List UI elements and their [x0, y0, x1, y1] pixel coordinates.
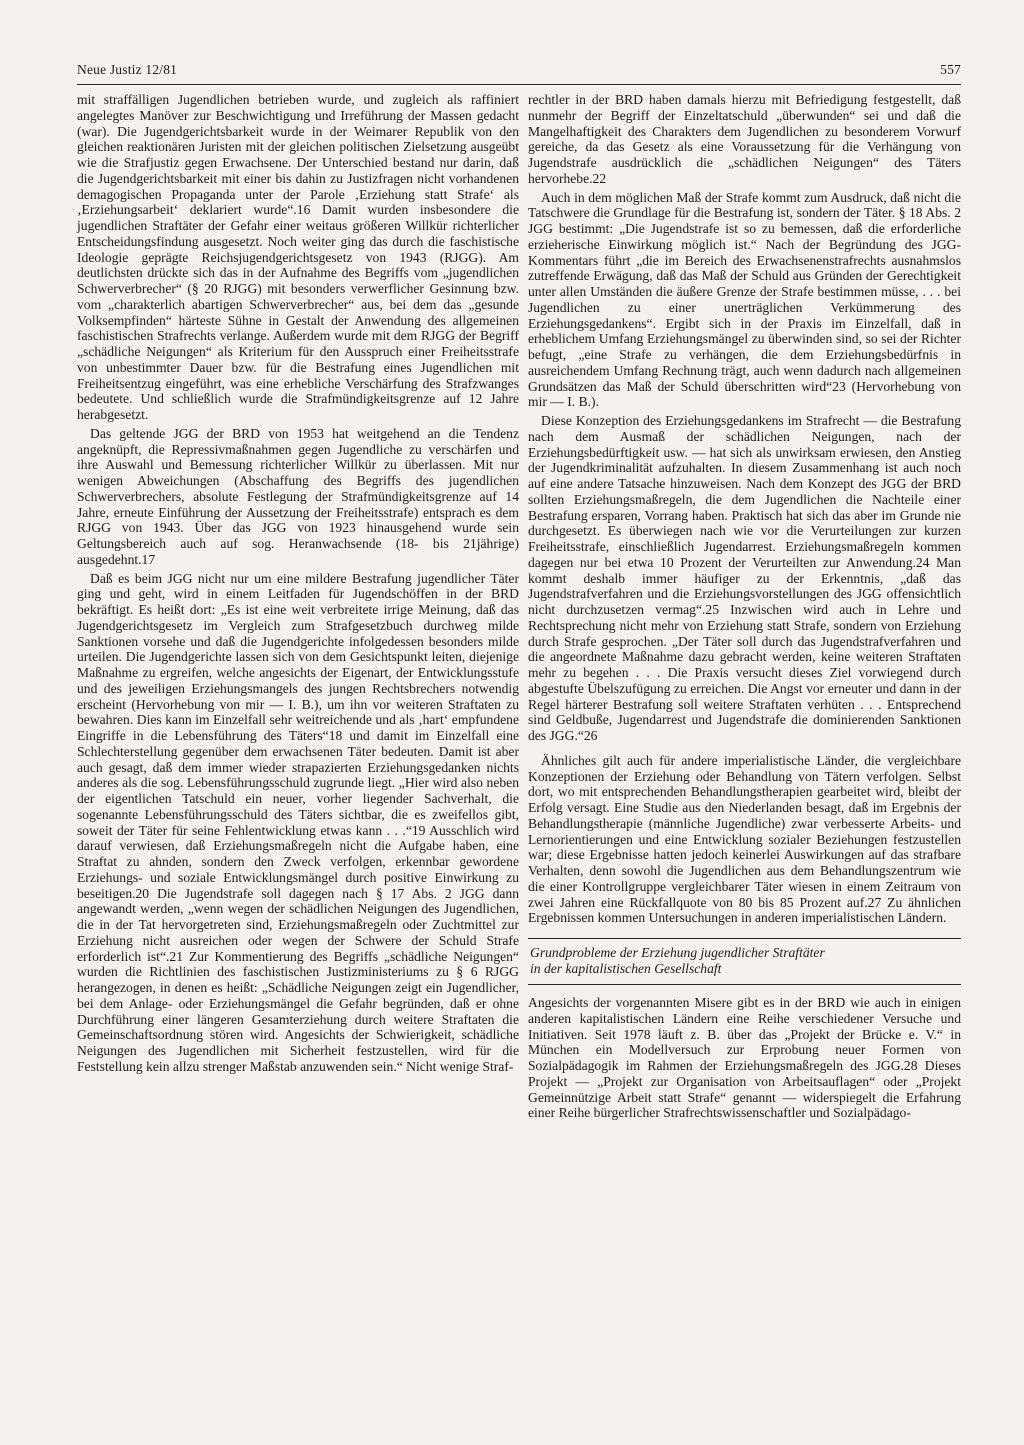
page-header [77, 62, 961, 78]
journal-title: Neue Justiz 12/81 [77, 62, 178, 77]
page-number: 557 [940, 62, 961, 77]
right-column [528, 92, 961, 1121]
section-heading-line-2: in der kapitalistischen Gesellschaft [530, 960, 722, 976]
right-paragraph-2: Auch in dem möglichen Maß der Strafe kommt zum Ausdruck, daß nicht die Tatschwere die Grundlage für die Bestrafung ist, sondern der Täter. § 18 Abs. 2 JGG bestimmt: „Die Jugendstrafe ist so zu bemessen, daß die erforderliche erzieherische Einwirkung möglich ist.“ Nach der Begründung des JGG-Kommentars führt „die im Bereich des Erwachsenenstrafrechts ausnahmslos zutreffende Erwägung, daß das Maß der Schuld aus Gründen der Gerechtigkeit unter allen Umständen die äußere Grenze der Strafe bestimmen müsse, . . . bei Jugendlichen zu einer unerträglichen Verkümmerung des Erziehungsgedankens“. Ergibt sich in der Praxis im Einzelfall, daß in erheblichem Umfang Erziehungsmängel zu überwinden sind, so sei der Richter befugt, „eine Strafe zu verhängen, die dem Erziehungsbedürfnis in ausreichendem Umfang Rechnung trägt, auch wenn dadurch nach allgemeinen Grundsätzen das Maß der Schuld überschritten wird“23 (Hervorhebung von mir — I. B.). [528, 189, 961, 410]
section-heading-line-1: Grundprobleme der Erziehung jugendlicher Straftäter [530, 945, 825, 960]
right-paragraph-3: Diese Konzeption des Erziehungsgedankens im Strafrecht — die Bestrafung nach dem Ausmaß der schädlichen Neigungen, nach der Erziehungsbedürftigkeit usw. — hat sich als unwirksam erwiesen, den Anstieg der Jugendkriminalität aufzuhalten. In diesem Zusammenhang ist auch noch auf eine andere Tatsache hinzuweisen. Nach dem Konzept des JGG der BRD sollten Erziehungsmaßregeln, die dem Jugendlichen die Nachteile einer Bestrafung ersparen, Vorrang haben. Praktisch hat sich das aber im Grunde nie durchgesetzt. Es überwiegen nach wie vor die Verurteilungen zur kurzen Freiheitsstrafe, einschließlich Jugendarrest. Erziehungsmaßregeln kommen dagegen nur bei etwa 10 Prozent der Verurteilten zur Anwendung.24 Man kommt deshalb immer häufiger zu der Erkenntnis, „daß das Jugendstrafverfahren und die Erziehungsvorstellungen des JGG offensichtlich nicht durchzusetzen vermag“.25 Inzwischen wird auch in Lehre und Rechtsprechung nicht mehr von Erziehung statt Strafe, sondern von Erziehung durch Strafe gesprochen. „Der Täter soll durch das Jugendstrafverfahren und die angeordnete Maßnahme dazu gebracht werden, keine weiteren Straftaten mehr zu begehen . . . Die Praxis versucht dieses Ziel vorwiegend durch abgestufte Übelszufügung zu erreichen. Die Angst vor erneuter und dann in der Regel härterer Bestrafung soll weitere Straftaten verhüten . . . Entsprechend sind Geldbuße, Jugendarrest und Jugendstrafe die dominierenden Sanktionen des JGG.“26 [528, 413, 961, 743]
left-paragraph-2: Das geltende JGG der BRD von 1953 hat weitgehend an die Tendenz angeknüpft, die Repressivmaßnahmen gegen Jugendliche zu verschärfen und ihre Auswahl und Bemessung richterlicher Willkür zu überlassen. Mit nur wenigen Abweichungen (Abschaffung des Begriffs des jugendlichen Schwerverbrechers, absolute Festlegung der Strafmündigkeitsgrenze auf 14 Jahre, erneute Einführung der Aussetzung der Freiheitsstrafe) entsprach es dem RJGG von 1943. Über das JGG von 1923 hinausgehend wurde sein Geltungsbereich auch auf sog. Heranwachsende (18- bis 21jährige) ausgedehnt.17 [77, 425, 519, 567]
right-paragraph-5: Angesichts der vorgenannten Misere gibt es in der BRD wie auch in einigen anderen kapitalistischen Ländern eine Reihe verschiedener Versuche und Initiativen. Seit 1978 läuft z. B. über das „Projekt der Brücke e. V.“ in München ein Modellversuch zur Erprobung neuer Formen von Sozialpädagogik im Rahmen der Erziehungsmaßregeln des JGG.28 Dieses Projekt — „Projekt zur Organisation von Arbeitsauflagen“ oder „Projekt Gemeinnützige Arbeit statt Strafe“ genannt — widerspiegelt die Erfahrung einer Reihe bürgerlicher Strafrechtswissenschaftler und Sozialpädago- [528, 995, 961, 1121]
left-column [77, 92, 519, 1075]
left-paragraph-1: mit straffälligen Jugendlichen betrieben wurde, und zugleich als raffiniert angelegtes Manöver zur Beschwichtigung und Irreführung der Massen gedacht (war). Die Jugendgerichtsbarkeit wurde in der Weimarer Republik von den gleichen reaktionären Juristen mit der gleichen politischen Zielsetzung ausgeübt wie die Strafjustiz gegen Erwachsene. Der Unterschied bestand nur darin, daß die Jugendgerichtsbarkeit mit einer bis dahin zu Justizfragen nicht vorhandenen demagogischen Propaganda unter der Parole ‚Erziehung statt Strafe‘ als ‚Erziehungsarbeit‘ deklariert wurde“.16 Damit wurden insbesondere die jugendlichen Straftäter der Gefahr einer weitaus größeren Willkür richterlicher Entscheidungsfindung ausgesetzt. Noch weiter ging das durch die faschistische Ideologie geprägte Reichsjugendgerichtsgesetz von 1943 (RJGG). Am deutlichsten drückte sich das in der Aufnahme des Begriffs vom „jugendlichen Schwerverbrecher“ (§ 20 RJGG) mit besonders verwerflicher Gesinnung bzw. vom „charakterlich abartigen Schwerverbrecher“ aus, bei dem das „gesunde Volksempfinden“ härteste Sühne in Gestalt der Anwendung des allgemeinen faschistischen Strafrechts verlange. Außerdem wurde mit dem RJGG der Begriff „schädliche Neigungen“ als Kriterium für den Ausspruch einer Freiheitsstrafe von unbestimmter Dauer bzw. für die Bestrafung eines Jugendlichen mit Freiheitsentzug eingeführt, was eine erhebliche Verschärfung des Strafzwanges bedeutete. Und schließlich wurde die Strafmündigkeitsgrenze auf 12 Jahre herabgesetzt. [77, 92, 519, 422]
left-paragraph-3: Daß es beim JGG nicht nur um eine mildere Bestrafung jugendlicher Täter ging und geht, wird in einem Leitfaden für Jugendschöffen in der BRD bekräftigt. Es heißt dort: „Es ist eine weit verbreitete irrige Meinung, daß das Jugendgerichtsgesetz im Vergleich zum Strafgesetzbuch durchweg milde Sanktionen vorsehe und daß die Jugendgerichte infolgedessen besonders milde urteilen. Die Jugendgerichte lassen sich von dem Gesichtspunkt leiten, diejenige Maßnahme zu ergreifen, welche angesichts der Eigenart, der Entwicklungsstufe und des jeweiligen Erziehungsmangels des jungen Rechtsbrechers notwendig erscheint (Hervorhebung von mir — I. B.), um ihn vor weiteren Straftaten zu bewahren. Dies kann im Einzelfall sehr weitreichende und als ‚hart‘ empfundene Eingriffe in die Lebensführung des Täters“18 und damit im Einzelfall eine Schlechterstellung gegenüber dem erwachsenen Täter bedeuten. Damit ist aber auch gesagt, daß dem immer wieder strapazierten Erziehungsgedanken nichts anderes als die sog. Lebensführungsschuld zugrunde liegt. „Hier wird also neben der eigentlichen Tatschuld ein neuer, vorher liegender Sachverhalt, die sogenannte Lebensführungsschuld des Täters sichtbar, die es zweifellos gibt, soweit der Täter für seine Fehlentwicklung etwas kann . . .“19 Ausschlich wird darauf verwiesen, daß Erziehungsmaßregeln nicht die Aufgabe haben, eine Straftat zu ahnden, sondern den Zweck verfolgen, erkennbar gewordene Erziehungs- und soziale Entwicklungsmängel durch positive Einwirkung zu beseitigen.20 Die Jugendstrafe soll dagegen nach § 17 Abs. 2 JGG dann angewandt werden, „wenn wegen der schädlichen Neigungen des Jugendlichen, die in der Tat hervorgetreten sind, Erziehungsmaßregeln oder Zuchtmittel zur Erziehung nicht ausreichen oder wegen der Schwere der Schuld Strafe erforderlich ist“.21 Zur Kommentierung des Begriffs „schädliche Neigungen“ wurden die Richtlinien des faschistischen Justizministeriums zu § 6 RJGG herangezogen, in denen es heißt: „Schädliche Neigungen zeigt ein Jugendlicher, bei dem Anlage- oder Erziehungsmängel die Gefahr begründen, daß er ohne Durchführung einer längeren Gesamterziehung durch weitere Straftaten die Gemeinschaftsordnung stören wird. Angesichts der Schwierigkeit, schädliche Neigungen des Jugendlichen mit Sicherheit festzustellen, wird für die Feststellung kein allzu strenger Maßstab anzuwenden sein.“ Nicht wenige Straf- [77, 570, 519, 1074]
right-paragraph-4: Ähnliches gilt auch für andere imperialistische Länder, die vergleichbare Konzeptionen der Erziehung oder Behandlung von Tätern verfolgen. Selbst dort, wo mit entsprechenden Behandlungstherapien gearbeitet wird, bleibt der Erfolg versagt. Eine Studie aus den Niederlanden besagt, daß im Ergebnis der Behandlungstherapie (männliche Jugendliche) zwar verbesserte Arbeits- und Lernorientierungen und eine Entwicklung sozialer Beziehungen festzustellen war; diese Ergebnisse hatten jedoch keinerlei Auswirkungen auf das strafbare Verhalten, denn sowohl die Jugendlichen aus dem Behandlungszentrum wie die einer Kontrollgruppe vergleichbarer Täter wiesen in einem Zeitraum von zwei Jahren eine Rückfallquote von 80 bis 85 Prozent auf.27 Zu ähnlichen Ergebnissen kommen Untersuchungen in anderen imperialistischen Ländern. [528, 752, 961, 926]
right-paragraph-1: rechtler in der BRD haben damals hierzu mit Befriedigung festgestellt, daß nunmehr der Begriff der Einzeltatschuld „überwunden“ sei und daß die Mangelhaftigkeit des Charakters dem Jugendlichen zu besonderem Vorwurf gereiche, da das Gesetz als eine Voraussetzung für die Verhängung von Jugendstrafe ausdrücklich die „schädlichen Neigungen“ des Täters hervorhebe.22 [528, 92, 961, 186]
header-rule [77, 84, 961, 85]
section-heading [528, 938, 961, 985]
